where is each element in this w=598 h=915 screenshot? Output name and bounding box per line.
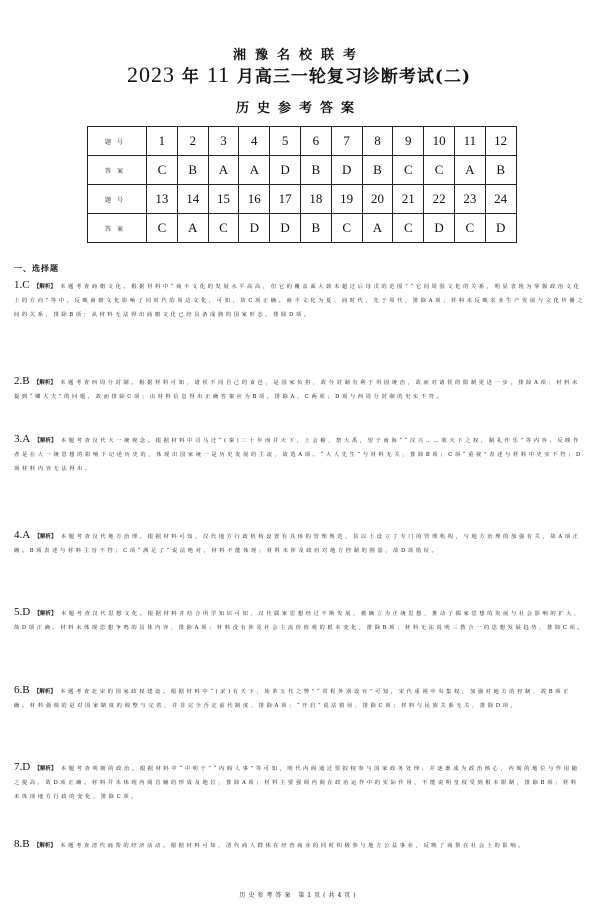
analysis-tag: 【解析】 [33,380,56,386]
table-cell: 4 [239,127,270,156]
table-cell: B [300,156,331,185]
table-cell: D [331,156,362,185]
table-cell: 14 [177,185,208,214]
table-cell: 8 [362,127,393,156]
table-cell: C [208,214,239,243]
exam-title-rest: 月高三一轮复习诊断考试(二) [236,67,472,87]
table-cell: C [393,214,424,243]
question-item [14,683,586,713]
table-cell: C [454,214,485,243]
question-item [14,374,586,404]
analysis-tag: 【解析】 [34,438,57,444]
table-cell: B [177,156,208,185]
question-text: 本题考查明朝的政治。根据材料中“中明于”“内阁人事”等可知，明代内阁通过票拟权参与国家政务处理，并逐渐成为政治核心，内阁的地位与作用随之提高，故D项正确。材料并未体现内阁首辅的形成及地位，排除A项；材料主要强调内阁在政治运作中的实际作用，不能说明皇权受到根本限制，排除B项；材料未体现地方行政的变化，排除C项。 [14,766,580,800]
table-cell: 24 [485,185,516,214]
table-cell: 22 [424,185,455,214]
question-number: 8.B [14,838,30,850]
question-item [14,760,586,804]
table-cell: 19 [331,185,362,214]
table-cell: 12 [485,127,516,156]
question-number: 6.B [14,684,30,696]
analysis-tag: 【解析】 [34,534,57,540]
question-text: 本题考查西周分封制。根据材料可知，诸侯不同自己的食邑，是国家负担，故分封制有利于巩固统治，故而对诸侯的限制更进一步，排除A项；材料未提到“卿大夫”的问题，故而排除C项；由材料信息得出正确答案应为B项，排除A、C两项；D项与西周分封制的史实不符。 [14,380,580,400]
table-cell: C [147,156,178,185]
analysis-tag: 【解析】 [33,284,56,290]
row-label-answer: 答案 [88,214,147,243]
table-cell: 20 [362,185,393,214]
row-label-number: 题号 [88,127,147,156]
exam-title-year-suffix: 年 [181,67,200,87]
row-label-number: 题号 [88,185,147,214]
table-cell: 18 [300,185,331,214]
table-cell: A [362,214,393,243]
table-cell: 1 [147,127,178,156]
table-cell: A [208,156,239,185]
question-text: 本题考查清代商帮的经济活动。根据材料可知，清代商人群体在经营商业的同时积极参与地方公益事业，反映了商帮在社会上的影响。 [60,843,527,849]
table-cell: D [270,156,301,185]
analysis-tag: 【解析】 [33,689,56,695]
table-cell: C [393,156,424,185]
table-cell: 17 [270,185,301,214]
analysis-tag: 【解析】 [34,611,57,617]
table-cell: B [362,156,393,185]
exam-title [0,62,598,88]
table-cell: 16 [239,185,270,214]
question-text: 本题考查汉代思想文化。根据材料并结合所学知识可知，汉代儒家思想经过不断发展，被确立为正统思想，推动了儒家思想的发展与社会影响的扩大，故D项正确。材料未体现思想争鸣的具体内容，排除A项；材料没有涉及社会主流价值观的根本变化，排除B项；材料无法说明三教合一的思想发展趋势，排除C项。 [14,611,586,631]
question-item [14,432,586,476]
subject-title: 历史参考答案 [235,101,362,116]
row-label-answer: 答案 [88,156,147,185]
answer-table-answer-row [88,156,517,185]
table-cell: A [239,156,270,185]
answer-table-answer-row [88,214,517,243]
table-cell: 3 [208,127,239,156]
question-number: 3.A [14,433,31,445]
question-text: 本题考查汉代大一统观念。根据材料中司马迁“(秦)二十年而并天下，上会稽，祭大禹，望于南海”“汉兴……收天下之权，制礼作乐”等内容，反映作者是在大一统思想的影响下记述历史的，体现出国家统一是历史发展的主流，故选A项。“大人先生”与材料无关，排除B项；C项“重视”表述与材料中史实不符；D项材料内容无法得出。 [14,438,583,472]
analysis-tag: 【解析】 [34,766,57,772]
table-cell: A [454,156,485,185]
table-cell: D [239,214,270,243]
table-cell: B [300,214,331,243]
question-item [14,837,586,853]
table-cell: D [270,214,301,243]
analysis-tag: 【解析】 [33,843,56,849]
table-cell: C [424,156,455,185]
question-text: 本题考查北宋的国家政权建设。根据材料中“(宋)有天下，始革五代之弊”“常程外别设官”可知，宋代重视中央集权，加强对地方的控制，故B项正确。材料强调的是对国家制度的调整与完善，并非完全否定前代制度，排除A项；“开启”说法错误，排除C项；材料与民族关系无关，排除D项。 [14,689,572,709]
question-number: 1.C [14,279,30,291]
table-cell: 5 [270,127,301,156]
question-number: 7.D [14,761,31,773]
table-cell: 6 [300,127,331,156]
table-cell: C [331,214,362,243]
table-cell: C [147,214,178,243]
section-title: 一、选择题 [14,263,59,273]
answer-table [87,126,517,243]
question-item [14,528,586,558]
table-cell: A [177,214,208,243]
table-cell: B [485,156,516,185]
table-cell: 15 [208,185,239,214]
table-cell: 23 [454,185,485,214]
table-cell: 11 [454,127,485,156]
table-cell: 2 [177,127,208,156]
answer-table-number-row [88,127,517,156]
table-cell: D [485,214,516,243]
table-cell: 9 [393,127,424,156]
table-cell: 10 [424,127,455,156]
exam-year: 2023 [126,62,175,87]
table-cell: 7 [331,127,362,156]
table-cell: 13 [147,185,178,214]
exam-month: 11 [206,62,230,87]
answer-table-number-row [88,185,517,214]
question-text: 本题考查汉代地方治理。根据材料可知，汉代地方行政机构设置有具体的管理规范，县以上设立了专门的管理机构，与地方治理的加强有关，故A项正确。B项表述与材料主旨不符；C项“满足了”说法绝对，材料不能体现；材料未涉及政府对地方控制的削弱，故D项错误。 [14,534,581,554]
question-item [14,278,586,322]
question-text: 本题考查商朝文化。根据材料中“商丰文化的发展水平高高，但它的覆盖面大致未超过后母戊的范围”“它同周围文化的关系，明显表现为掌握政治文化上的方向”等中，反映商朝文化影响了同时代的周边文化，可知，故C项正确。商丰文化为夏、商时代，先于周代，排除A项；材料未反映农业生产发展与文化传播之间的关系，排除B项；从材料无法得出商朝文化已经具备成熟的国家形态，排除D项。 [14,284,586,318]
table-cell: D [424,214,455,243]
page-footer: 历史参考答案 第1页(共4页) [239,892,359,899]
question-number: 2.B [14,375,30,387]
exam-org-title: 湘豫名校联考 [232,48,365,63]
question-item [14,605,586,635]
question-number: 5.D [14,606,31,618]
question-number: 4.A [14,529,31,541]
table-cell: 21 [393,185,424,214]
